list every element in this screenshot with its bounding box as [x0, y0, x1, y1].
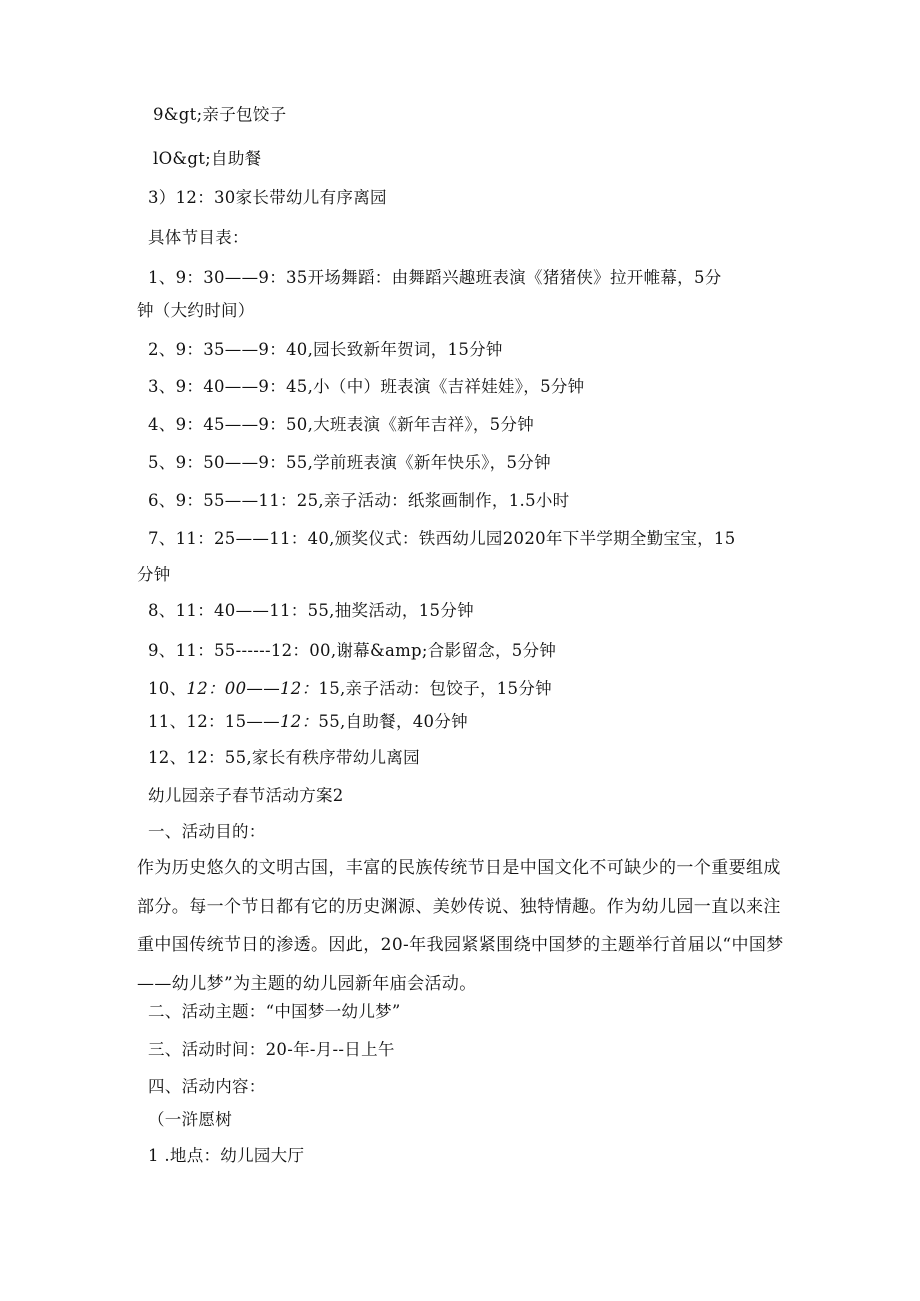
item-number: 11、12：15——	[148, 712, 280, 731]
section-heading: 三、活动时间：20-年-月--日上午	[148, 1040, 395, 1059]
text-line: 1 .地点：幼儿园大厅	[148, 1146, 305, 1165]
section-heading: 二、活动主题：“中国梦一幼儿梦”	[148, 1002, 401, 1021]
schedule-item: 1、9：30——9：35开场舞蹈：由舞蹈兴趣班表演《猪猪侠》拉开帷幕，5分	[148, 268, 722, 287]
sub-heading: （一浒愿树	[148, 1110, 232, 1129]
schedule-item	[148, 711, 468, 733]
item-number: 10、	[148, 679, 187, 698]
schedule-item: 8、11：40——11：55,抽奖活动，15分钟	[148, 601, 474, 620]
text-line: 具体节目表：	[148, 228, 249, 247]
schedule-item-continued: 钟（大约时间）	[137, 301, 255, 320]
text-line: 3）12：30家长带幼儿有序离园	[148, 188, 387, 207]
text-line: 9&gt;亲子包饺子	[153, 105, 287, 124]
italic-time: 12：	[280, 712, 319, 731]
section-heading: 一、活动目的：	[148, 822, 266, 841]
section-title: 幼儿园亲子春节活动方案2	[148, 786, 344, 805]
text-line: lO&gt;自助餐	[153, 149, 262, 168]
schedule-item: 3、9：40——9：45,小（中）班表演《吉祥娃娃》，5分钟	[148, 377, 585, 396]
schedule-item: 4、9：45——9：50,大班表演《新年吉祥》，5分钟	[148, 415, 535, 434]
schedule-item: 6、9：55——11：25,亲子活动：纸浆画制作，1.5小时	[148, 491, 570, 510]
schedule-item: 9、11：55------12：00,谢幕&amp;合影留念，5分钟	[148, 641, 557, 660]
schedule-item-continued: 分钟	[137, 565, 171, 584]
item-text: 15,亲子活动：包饺子，15分钟	[318, 679, 552, 698]
body-paragraph: 作为历史悠久的文明古国，丰富的民族传统节日是中国文化不可缺少的一个重要组成部分。每一个节日都有它的历史渊源、美妙传说、独特情趣。作为幼儿园一直以来注重中国传统节日的渗透。因此，20-年我园紧紧围绕中国梦的主题举行首届以“中国梦——幼儿梦”为主题的幼儿园新年庙会活动。	[137, 858, 784, 994]
schedule-item	[148, 678, 552, 700]
schedule-item: 7、11：25——11：40,颁奖仪式：铁西幼儿园2020年下半学期全勤宝宝，15	[148, 529, 736, 548]
schedule-item: 5、9：50——9：55,学前班表演《新年快乐》，5分钟	[148, 453, 551, 472]
section-heading: 四、活动内容：	[148, 1077, 266, 1096]
italic-time: 12：00——12：	[186, 679, 319, 698]
schedule-item: 2、9：35——9：40,园长致新年贺词，15分钟	[148, 340, 503, 359]
schedule-item: 12、12：55,家长有秩序带幼儿离园	[148, 748, 420, 767]
item-text: 55,自助餐，40分钟	[318, 712, 468, 731]
